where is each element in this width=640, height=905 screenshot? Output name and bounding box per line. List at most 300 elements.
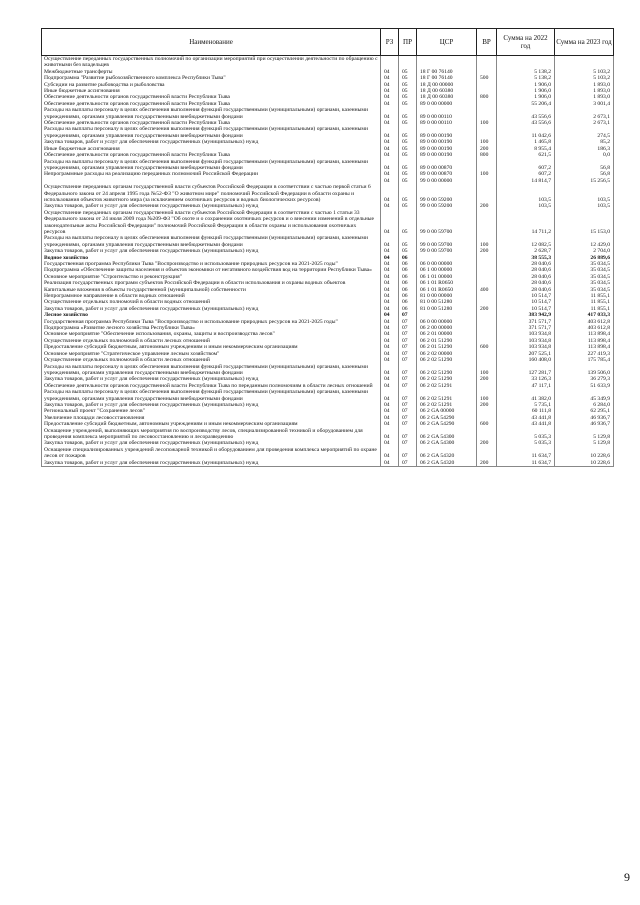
cell-sum-2023: 35 034,5 xyxy=(555,287,614,293)
cell-csr: 89 0 00 00000 xyxy=(417,101,477,107)
cell-sum-2022: 5 035,3 xyxy=(497,428,555,441)
cell-sum-2023: 35 034,5 xyxy=(555,267,614,273)
cell-csr: 81 0 00 00000 xyxy=(417,293,477,299)
cell-sum-2023: 103,5 xyxy=(555,203,614,209)
cell-pr: 05 xyxy=(399,107,417,120)
table-row xyxy=(42,447,614,460)
cell-sum-2023: 417 033,3 xyxy=(555,312,614,318)
cell-sum-2022: 11 634,7 xyxy=(497,447,555,460)
cell-name: Лесное хозяйство xyxy=(42,312,381,318)
cell-rz: 04 xyxy=(381,69,399,75)
cell-vr: 100 xyxy=(477,120,497,126)
cell-rz: 04 xyxy=(381,184,399,203)
cell-vr: 100 xyxy=(477,235,497,248)
cell-name: Осуществление переданных органам государственной власти субъектов Российской Федерации в соответствии с частью первой статьи 6 Федерального закона от 24 апреля 1995 года №52-ФЗ "О животном мире" полномочий Российской Федерации в области охраны и использования объектов животного мира (за исключением охотничьих ресурсов и водных биологических ресурсов) xyxy=(42,184,381,203)
cell-vr: 200 xyxy=(477,203,497,209)
cell-name: Иные бюджетные ассигнования xyxy=(42,88,381,94)
cell-vr: 200 xyxy=(477,402,497,408)
cell-rz: 04 xyxy=(381,447,399,460)
cell-pr: 05 xyxy=(399,101,417,107)
cell-sum-2023: 103,5 xyxy=(555,184,614,203)
cell-csr: 06 1 01 R0650 xyxy=(417,287,477,293)
cell-csr: 06 0 00 00000 xyxy=(417,319,477,325)
cell-rz: 04 xyxy=(381,94,399,100)
cell-name: Обеспечение деятельности органов государственной власти Республики Тыва xyxy=(42,120,381,126)
cell-rz: 04 xyxy=(381,287,399,293)
cell-sum-2022: 383 942,9 xyxy=(497,312,555,318)
cell-sum-2023: 403 612,8 xyxy=(555,319,614,325)
cell-sum-2022: 160 408,0 xyxy=(497,357,555,363)
cell-vr xyxy=(477,210,497,236)
cell-sum-2022: 371 571,7 xyxy=(497,325,555,331)
cell-pr: 06 xyxy=(399,255,417,261)
cell-sum-2022: 41 382,0 xyxy=(497,389,555,402)
cell-sum-2023: 11 855,1 xyxy=(555,293,614,299)
cell-pr: 07 xyxy=(399,402,417,408)
cell-csr: 99 0 00 59200 xyxy=(417,184,477,203)
cell-csr: 06 2 02 51290 xyxy=(417,364,477,377)
cell-pr: 05 xyxy=(399,248,417,254)
cell-rz: 04 xyxy=(381,75,399,81)
cell-pr: 07 xyxy=(399,325,417,331)
cell-name: Межбюджетные трансферты xyxy=(42,69,381,75)
cell-name: Субсидии на развитие рыбоводства и рыболовства xyxy=(42,82,381,88)
table-row xyxy=(42,126,614,139)
cell-csr: 81 0 00 51280 xyxy=(417,299,477,305)
cell-pr: 07 xyxy=(399,415,417,421)
cell-csr: 99 0 00 59700 xyxy=(417,248,477,254)
cell-vr xyxy=(477,56,497,69)
cell-sum-2023: 5 129,8 xyxy=(555,428,614,441)
table-row xyxy=(42,184,614,203)
cell-pr: 07 xyxy=(399,460,417,467)
cell-rz: 04 xyxy=(381,261,399,267)
cell-sum-2023: 35 034,5 xyxy=(555,274,614,280)
table-row xyxy=(42,428,614,441)
cell-csr: 89 0 00 00110 xyxy=(417,107,477,120)
cell-sum-2022: 28 040,6 xyxy=(497,274,555,280)
cell-sum-2023: 5 103,2 xyxy=(555,75,614,81)
cell-csr: 06 2 GA 54290 xyxy=(417,421,477,427)
cell-vr: 100 xyxy=(477,139,497,145)
cell-sum-2022 xyxy=(497,56,555,69)
cell-csr: 18 Д 00 60380 xyxy=(417,88,477,94)
cell-sum-2022: 43 441,8 xyxy=(497,421,555,427)
cell-sum-2023: 227 419,3 xyxy=(555,351,614,357)
cell-csr: 06 1 00 00000 xyxy=(417,267,477,273)
cell-pr: 07 xyxy=(399,364,417,377)
cell-sum-2022: 28 040,6 xyxy=(497,267,555,273)
table-row xyxy=(42,107,614,120)
cell-rz: 04 xyxy=(381,203,399,209)
cell-rz: 04 xyxy=(381,460,399,467)
cell-pr: 05 xyxy=(399,146,417,152)
cell-pr: 05 xyxy=(399,126,417,139)
cell-name: Закупка товаров, работ и услуг для обеспечения государственных (муниципальных) нужд xyxy=(42,203,381,209)
cell-sum-2022: 1 906,0 xyxy=(497,88,555,94)
cell-sum-2022: 103,5 xyxy=(497,184,555,203)
cell-sum-2023: 15 153,0 xyxy=(555,210,614,236)
cell-rz xyxy=(381,56,399,69)
cell-rz: 04 xyxy=(381,312,399,318)
cell-csr: 06 2 00 00000 xyxy=(417,325,477,331)
cell-csr: 89 0 00 00190 xyxy=(417,126,477,139)
cell-csr: 06 1 01 R0650 xyxy=(417,280,477,286)
cell-pr: 06 xyxy=(399,261,417,267)
cell-name: Обеспечение деятельности органов государственной власти Республики Тыва xyxy=(42,101,381,107)
cell-csr: 06 2 01 51290 xyxy=(417,344,477,350)
cell-csr: 89 0 00 00190 xyxy=(417,152,477,158)
cell-name: Закупка товаров, работ и услуг для обеспечения государственных (муниципальных) нужд xyxy=(42,440,381,446)
cell-pr: 07 xyxy=(399,351,417,357)
cell-pr: 05 xyxy=(399,82,417,88)
cell-sum-2022: 621,5 xyxy=(497,152,555,158)
cell-sum-2022: 1 465,8 xyxy=(497,139,555,145)
cell-name: Оснащение учреждений, выполняющих мероприятия по воспроизводству лесов, специализированной техникой и оборудованием для проведения комплекса мероприятий по лесовосстановлению и лесоразведению xyxy=(42,428,381,441)
cell-sum-2022: 607,2 xyxy=(497,171,555,177)
cell-name: Обеспечение деятельности органов государственной власти Республики Тыва xyxy=(42,152,381,158)
cell-sum-2022: 5 735,1 xyxy=(497,402,555,408)
cell-pr: 05 xyxy=(399,120,417,126)
cell-vr xyxy=(477,107,497,120)
cell-rz: 04 xyxy=(381,171,399,177)
cell-sum-2023: 35 034,5 xyxy=(555,280,614,286)
cell-rz: 04 xyxy=(381,235,399,248)
cell-sum-2023 xyxy=(555,56,614,69)
cell-pr: 06 xyxy=(399,287,417,293)
cell-rz: 04 xyxy=(381,376,399,382)
cell-pr: 06 xyxy=(399,293,417,299)
cell-rz: 04 xyxy=(381,248,399,254)
cell-sum-2022: 10 514,7 xyxy=(497,299,555,305)
cell-pr: 05 xyxy=(399,94,417,100)
cell-sum-2023: 1 893,0 xyxy=(555,88,614,94)
cell-vr: 200 xyxy=(477,146,497,152)
cell-pr: 05 xyxy=(399,69,417,75)
cell-name: Реализация государственных программ субъектов Российской Федерации в области использования и охраны водных объектов xyxy=(42,280,381,286)
cell-name: Осуществление отдельных полномочий в области водных отношений xyxy=(42,299,381,305)
cell-name: Обеспечение деятельности органов государственной власти Республики Тыва по переданным полномочиям в области лесных отношений xyxy=(42,383,381,389)
cell-sum-2023: 175 785,4 xyxy=(555,357,614,363)
cell-rz: 04 xyxy=(381,82,399,88)
cell-sum-2022: 103 934,8 xyxy=(497,331,555,337)
cell-pr: 07 xyxy=(399,383,417,389)
cell-sum-2022: 607,2 xyxy=(497,159,555,172)
table-row xyxy=(42,210,614,236)
cell-name: Подпрограмма «Развитие лесного хозяйства Республики Тыва» xyxy=(42,325,381,331)
cell-pr: 05 xyxy=(399,75,417,81)
cell-pr: 05 xyxy=(399,139,417,145)
table-row xyxy=(42,460,614,467)
cell-rz: 04 xyxy=(381,293,399,299)
cell-sum-2023: 36 279,3 xyxy=(555,376,614,382)
cell-csr: 99 0 00 59700 xyxy=(417,235,477,248)
cell-vr xyxy=(477,428,497,441)
cell-csr: 89 0 00 00870 xyxy=(417,171,477,177)
cell-pr: 07 xyxy=(399,408,417,414)
cell-vr: 100 xyxy=(477,389,497,402)
cell-csr: 06 2 02 51291 xyxy=(417,383,477,389)
cell-sum-2022: 5 035,3 xyxy=(497,440,555,446)
cell-sum-2022: 103,5 xyxy=(497,203,555,209)
cell-pr: 05 xyxy=(399,159,417,172)
cell-vr xyxy=(477,447,497,460)
cell-rz: 04 xyxy=(381,107,399,120)
table-body xyxy=(42,56,614,467)
cell-rz: 04 xyxy=(381,415,399,421)
cell-rz: 04 xyxy=(381,357,399,363)
cell-name: Основное мероприятие "Строительство и реконструкция" xyxy=(42,274,381,280)
cell-pr: 07 xyxy=(399,338,417,344)
cell-sum-2023: 0,0 xyxy=(555,152,614,158)
cell-sum-2023: 113 898,4 xyxy=(555,344,614,350)
cell-pr: 06 xyxy=(399,299,417,305)
cell-name: Закупка товаров, работ и услуг для обеспечения государственных (муниципальных) нужд xyxy=(42,376,381,382)
cell-pr: 07 xyxy=(399,312,417,318)
cell-sum-2022: 60 111,8 xyxy=(497,408,555,414)
cell-name: Водное хозяйство xyxy=(42,255,381,261)
cell-name: Закупка товаров, работ и услуг для обеспечения государственных (муниципальных) нужд xyxy=(42,139,381,145)
cell-rz: 04 xyxy=(381,351,399,357)
cell-rz: 04 xyxy=(381,402,399,408)
cell-rz: 04 xyxy=(381,338,399,344)
cell-vr: 400 xyxy=(477,287,497,293)
cell-name: Подпрограмма "Развитие рыбохозяйственного комплекса Республики Тыва" xyxy=(42,75,381,81)
cell-sum-2022: 5 138,2 xyxy=(497,75,555,81)
cell-sum-2023: 1 893,0 xyxy=(555,82,614,88)
cell-name: Осуществление переданных органам государственной власти субъектов Российской Федерации в соответствии с частью 1 статьи 33 Федерального закона от 24 июля 2009 года №209-ФЗ "Об охоте и о сохранении охотничьих ресурсов и о внесении изменений в отдельные законодательные акты Российской Федерации" полномочий Российской Федерации в области охраны и использования охотничьих ресурсов xyxy=(42,210,381,236)
cell-vr: 600 xyxy=(477,421,497,427)
budget-table xyxy=(41,28,614,467)
cell-rz: 04 xyxy=(381,306,399,312)
cell-name: Государственная программа Республики Тыва "Воспроизводство и использование природных ресурсов на 2021-2025 годы" xyxy=(42,261,381,267)
cell-vr xyxy=(477,126,497,139)
cell-rz: 04 xyxy=(381,120,399,126)
cell-pr: 05 xyxy=(399,88,417,94)
cell-sum-2022: 371 571,7 xyxy=(497,319,555,325)
header-pr: ПР xyxy=(399,29,417,56)
cell-rz: 04 xyxy=(381,101,399,107)
cell-name: Основное мероприятие "Обеспечение использования, охраны, защиты и воспроизводства лесов" xyxy=(42,331,381,337)
header-sum-2023: Сумма на 2023 год xyxy=(555,29,614,56)
cell-vr xyxy=(477,159,497,172)
cell-sum-2023: 403 612,8 xyxy=(555,325,614,331)
cell-sum-2022: 28 040,6 xyxy=(497,261,555,267)
cell-vr: 200 xyxy=(477,460,497,467)
cell-csr: 89 0 00 00110 xyxy=(417,120,477,126)
cell-pr: 07 xyxy=(399,331,417,337)
cell-sum-2023: 56,8 xyxy=(555,159,614,172)
header-sum-2022: Сумма на 2022 год xyxy=(497,29,555,56)
cell-csr: 06 2 02 51290 xyxy=(417,376,477,382)
cell-csr: 06 2 GA 54300 xyxy=(417,440,477,446)
cell-name: Государственная программа Республики Тыва "Воспроизводство и использование природных ресурсов на 2021-2025 годы" xyxy=(42,319,381,325)
cell-sum-2023: 113 898,4 xyxy=(555,331,614,337)
cell-rz: 04 xyxy=(381,126,399,139)
header-csr: ЦСР xyxy=(417,29,477,56)
cell-name: Региональный проект "Сохранение лесов" xyxy=(42,408,381,414)
cell-rz: 04 xyxy=(381,152,399,158)
cell-name: Закупка товаров, работ и услуг для обеспечения государственных (муниципальных) нужд xyxy=(42,460,381,467)
cell-rz: 04 xyxy=(381,280,399,286)
cell-sum-2023: 26 889,6 xyxy=(555,255,614,261)
cell-pr: 07 xyxy=(399,376,417,382)
cell-vr: 200 xyxy=(477,306,497,312)
cell-vr: 600 xyxy=(477,344,497,350)
cell-sum-2023: 1 893,0 xyxy=(555,94,614,100)
cell-csr: 06 1 01 00000 xyxy=(417,274,477,280)
cell-rz: 04 xyxy=(381,267,399,273)
cell-rz: 04 xyxy=(381,159,399,172)
cell-sum-2022: 43 556,6 xyxy=(497,107,555,120)
cell-csr: 06 2 02 51291 xyxy=(417,402,477,408)
cell-rz: 04 xyxy=(381,421,399,427)
cell-vr: 100 xyxy=(477,171,497,177)
cell-name: Расходы на выплаты персоналу в целях обеспечения выполнения функций государственными (муниципальными) органами, казенными учреждениями, органами управления государственными внебюджетными фондами xyxy=(42,159,381,172)
cell-sum-2023: 10 228,6 xyxy=(555,460,614,467)
cell-name: Расходы на выплаты персоналу в целях обеспечения выполнения функций государственными (муниципальными) органами, казенными учреждениями, органами управления государственными внебюджетными фондами xyxy=(42,235,381,248)
cell-sum-2023: 11 855,1 xyxy=(555,306,614,312)
cell-name: Расходы на выплаты персоналу в целях обеспечения выполнения функций государственными (муниципальными) органами, казенными учреждениями, органами управления государственными внебюджетными фондами xyxy=(42,107,381,120)
cell-csr: 89 0 00 00190 xyxy=(417,139,477,145)
cell-sum-2023: 46 936,7 xyxy=(555,415,614,421)
cell-pr: 07 xyxy=(399,440,417,446)
cell-sum-2023: 45 349,9 xyxy=(555,389,614,402)
cell-sum-2023: 5 103,2 xyxy=(555,69,614,75)
cell-csr: 81 0 00 51280 xyxy=(417,306,477,312)
cell-sum-2022: 12 082,5 xyxy=(497,235,555,248)
cell-sum-2023: 139 506,0 xyxy=(555,364,614,377)
cell-name: Подпрограмма «Обеспечение защиты населения и объектов экономики от негативного воздействия вод на территории Республики Тыва» xyxy=(42,267,381,273)
cell-sum-2022: 2 628,7 xyxy=(497,248,555,254)
cell-sum-2023: 2 673,1 xyxy=(555,107,614,120)
cell-sum-2023: 6 284,0 xyxy=(555,402,614,408)
cell-sum-2023: 3 001,4 xyxy=(555,101,614,107)
cell-csr: 06 2 GA 54320 xyxy=(417,447,477,460)
cell-sum-2023: 2 704,0 xyxy=(555,248,614,254)
table-row xyxy=(42,56,614,69)
cell-csr: 06 2 GA 00000 xyxy=(417,408,477,414)
cell-rz: 04 xyxy=(381,408,399,414)
cell-csr: 06 2 02 00000 xyxy=(417,351,477,357)
cell-sum-2022: 11 042,6 xyxy=(497,126,555,139)
page-number: 9 xyxy=(624,870,630,884)
cell-sum-2022: 28 040,6 xyxy=(497,287,555,293)
cell-csr xyxy=(417,56,477,69)
cell-csr: 99 0 00 59200 xyxy=(417,203,477,209)
cell-sum-2022: 5 138,2 xyxy=(497,69,555,75)
cell-csr: 06 2 GA 54320 xyxy=(417,460,477,467)
cell-pr: 05 xyxy=(399,178,417,184)
cell-name: Осуществление переданных государственных полномочий по организации мероприятий при осуществлении деятельности по обращению с животными без владельцев xyxy=(42,56,381,69)
cell-sum-2023: 2 673,1 xyxy=(555,120,614,126)
cell-pr: 06 xyxy=(399,274,417,280)
table-row xyxy=(42,235,614,248)
cell-sum-2023: 5 129,8 xyxy=(555,440,614,446)
cell-vr: 800 xyxy=(477,152,497,158)
header-name: Наименование xyxy=(42,29,381,56)
cell-sum-2023: 10 228,6 xyxy=(555,447,614,460)
cell-rz: 04 xyxy=(381,440,399,446)
cell-name: Предоставление субсидий бюджетным, автономным учреждениям и иным некоммерческим организациям xyxy=(42,344,381,350)
cell-csr: 99 0 00 59700 xyxy=(417,210,477,236)
cell-sum-2022: 127 281,7 xyxy=(497,364,555,377)
cell-sum-2023: 113 898,4 xyxy=(555,338,614,344)
cell-sum-2023: 274,5 xyxy=(555,126,614,139)
cell-pr: 05 xyxy=(399,171,417,177)
cell-sum-2022: 47 117,1 xyxy=(497,383,555,389)
cell-name: Расходы на выплаты персоналу в целях обеспечения выполнения функций государственными (муниципальными) органами, казенными учреждениями, органами управления государственными внебюджетными фондами xyxy=(42,126,381,139)
cell-sum-2022: 38 555,3 xyxy=(497,255,555,261)
cell-csr: 89 0 00 00190 xyxy=(417,146,477,152)
cell-sum-2023: 186,3 xyxy=(555,146,614,152)
cell-pr: 06 xyxy=(399,306,417,312)
cell-vr: 200 xyxy=(477,440,497,446)
cell-pr: 05 xyxy=(399,235,417,248)
cell-sum-2022: 43 556,6 xyxy=(497,120,555,126)
cell-vr: 200 xyxy=(477,248,497,254)
cell-pr: 06 xyxy=(399,267,417,273)
cell-sum-2022: 28 040,6 xyxy=(497,280,555,286)
cell-csr: 99 0 00 00000 xyxy=(417,178,477,184)
cell-name: Непрограммные расходы на реализацию переданных полномочий Российской Федерации xyxy=(42,171,381,177)
cell-rz: 04 xyxy=(381,383,399,389)
cell-sum-2022: 14 711,2 xyxy=(497,210,555,236)
cell-rz: 04 xyxy=(381,274,399,280)
cell-rz: 04 xyxy=(381,146,399,152)
cell-rz: 04 xyxy=(381,389,399,402)
cell-sum-2022: 103 934,8 xyxy=(497,344,555,350)
cell-name: Оснащение специализированных учреждений лесопожарной техникой и оборудованием для проведения комплекса мероприятий по охране лесов от пожаров xyxy=(42,447,381,460)
cell-sum-2022: 43 441,8 xyxy=(497,415,555,421)
cell-csr: 06 2 01 00000 xyxy=(417,331,477,337)
cell-rz: 04 xyxy=(381,428,399,441)
cell-name: Расходы на выплаты персоналу в целях обеспечения выполнения функций государственными (муниципальными) органами, казенными учреждениями, органами управления государственными внебюджетными фондами xyxy=(42,389,381,402)
cell-name: Непрограммное направление в области водных отношений xyxy=(42,293,381,299)
cell-vr: 100 xyxy=(477,364,497,377)
cell-rz: 04 xyxy=(381,88,399,94)
cell-csr: 06 2 GA 54300 xyxy=(417,428,477,441)
cell-rz: 04 xyxy=(381,325,399,331)
cell-name: Осуществление отдельных полномочий в области лесных отношений xyxy=(42,338,381,344)
cell-name: Закупка товаров, работ и услуг для обеспечения государственных (муниципальных) нужд xyxy=(42,402,381,408)
cell-name: Осуществление отдельных полномочий в области лесных отношений xyxy=(42,357,381,363)
cell-sum-2022: 103 934,8 xyxy=(497,338,555,344)
cell-name: Увеличение площади лесовосстановления xyxy=(42,415,381,421)
cell-rz: 04 xyxy=(381,299,399,305)
cell-rz: 04 xyxy=(381,178,399,184)
cell-name: Основное мероприятие "Стратегическое управление лесным хозяйством" xyxy=(42,351,381,357)
cell-csr: 06 2 01 51290 xyxy=(417,338,477,344)
cell-sum-2022: 55 206,4 xyxy=(497,101,555,107)
cell-sum-2022: 10 514,7 xyxy=(497,306,555,312)
cell-rz: 04 xyxy=(381,255,399,261)
cell-sum-2022: 8 955,4 xyxy=(497,146,555,152)
header-rz: РЗ xyxy=(381,29,399,56)
cell-vr: 800 xyxy=(477,94,497,100)
cell-vr: 200 xyxy=(477,376,497,382)
cell-pr: 05 xyxy=(399,203,417,209)
cell-name: Иные бюджетные ассигнования xyxy=(42,146,381,152)
cell-rz: 04 xyxy=(381,319,399,325)
cell-pr: 07 xyxy=(399,421,417,427)
cell-pr: 07 xyxy=(399,428,417,441)
cell-sum-2023: 11 855,1 xyxy=(555,299,614,305)
cell-rz: 04 xyxy=(381,364,399,377)
cell-sum-2023: 51 633,9 xyxy=(555,383,614,389)
cell-csr: 18 Г 00 76140 xyxy=(417,75,477,81)
cell-sum-2022: 207 525,1 xyxy=(497,351,555,357)
